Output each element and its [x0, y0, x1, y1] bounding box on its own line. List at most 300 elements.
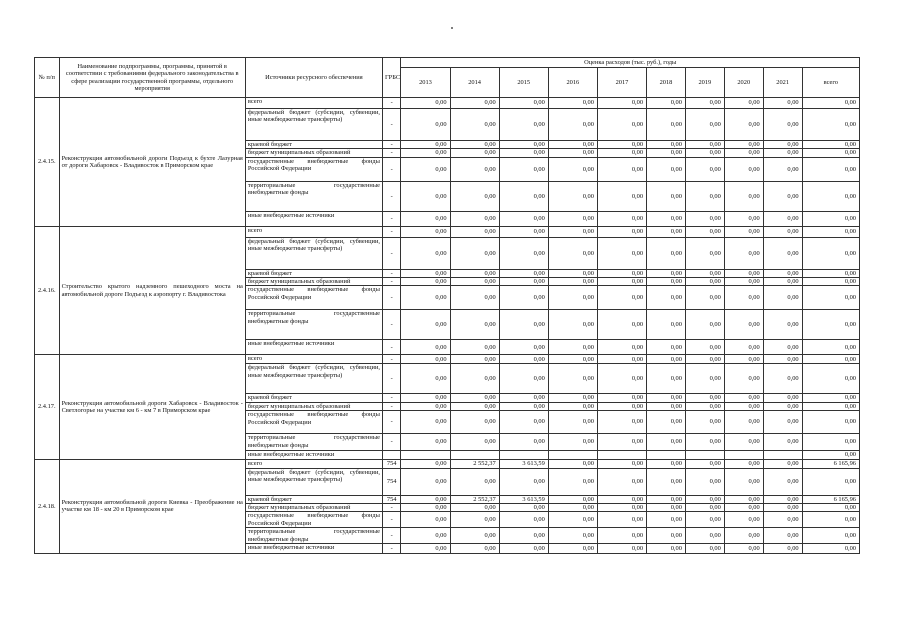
amount-cell: 0,00 — [802, 149, 859, 157]
amount-cell: 0,00 — [763, 98, 802, 109]
amount-cell: 0,00 — [401, 402, 450, 410]
funding-source: государственные внебюджетные фонды Российской Федерации — [245, 512, 382, 528]
amount-cell: 0,00 — [401, 355, 450, 364]
amount-cell: 0,00 — [685, 411, 724, 434]
amount-cell: 0,00 — [597, 278, 646, 286]
amount-cell: 0,00 — [499, 278, 548, 286]
amount-cell: 0,00 — [499, 402, 548, 410]
amount-cell — [450, 451, 499, 459]
funding-source: краевой бюджет — [245, 495, 382, 503]
grbs-code: - — [382, 340, 400, 355]
funding-source: бюджет муниципальных образований — [245, 503, 382, 511]
amount-cell: 0,00 — [724, 544, 763, 554]
amount-cell: 0,00 — [548, 340, 597, 355]
funding-source: территориальные государственные внебюджетные фонды — [245, 528, 382, 544]
grbs-code: - — [382, 211, 400, 226]
amount-cell: 0,00 — [548, 226, 597, 237]
grbs-code: - — [382, 394, 400, 402]
amount-cell: 0,00 — [597, 411, 646, 434]
amount-cell: 0,00 — [647, 181, 686, 211]
header-year-9: всего — [802, 68, 859, 98]
amount-cell: 0,00 — [450, 528, 499, 544]
amount-cell: 0,00 — [724, 434, 763, 451]
amount-cell: 6 165,96 — [802, 495, 859, 503]
header-year-0: 2013 — [401, 68, 450, 98]
amount-cell: 0,00 — [401, 269, 450, 277]
amount-cell: 0,00 — [401, 237, 450, 269]
amount-cell: 0,00 — [647, 468, 686, 495]
header-year-7: 2020 — [724, 68, 763, 98]
amount-cell: 0,00 — [763, 528, 802, 544]
amount-cell: 0,00 — [548, 157, 597, 181]
amount-cell: 0,00 — [763, 181, 802, 211]
amount-cell: 0,00 — [401, 459, 450, 468]
amount-cell: 0,00 — [802, 226, 859, 237]
amount-cell: 0,00 — [685, 512, 724, 528]
amount-cell: 0,00 — [763, 495, 802, 503]
amount-cell: 0,00 — [450, 503, 499, 511]
grbs-code: - — [382, 269, 400, 277]
amount-cell: 0,00 — [802, 355, 859, 364]
amount-cell: 0,00 — [597, 149, 646, 157]
amount-cell: 0,00 — [685, 459, 724, 468]
amount-cell: 0,00 — [685, 340, 724, 355]
amount-cell: 0,00 — [597, 226, 646, 237]
header-estimate: Оценка расходов (тыс. руб.), годы — [401, 58, 860, 68]
funding-source: государственные внебюджетные фонды Российской Федерации — [245, 286, 382, 310]
amount-cell: 0,00 — [548, 278, 597, 286]
amount-cell: 0,00 — [802, 411, 859, 434]
amount-cell: 0,00 — [802, 451, 859, 459]
amount-cell: 0,00 — [802, 237, 859, 269]
amount-cell: 0,00 — [450, 355, 499, 364]
amount-cell: 0,00 — [450, 237, 499, 269]
amount-cell: 0,00 — [450, 364, 499, 394]
amount-cell: 0,00 — [450, 286, 499, 310]
amount-cell: 0,00 — [499, 394, 548, 402]
activity-name: Строительство крытого надземного пешеходного моста на автомобильной дороге Подъезд к аэропорту г. Владивостока — [59, 226, 245, 355]
amount-cell: 0,00 — [763, 355, 802, 364]
amount-cell: 0,00 — [802, 434, 859, 451]
amount-cell: 0,00 — [597, 310, 646, 340]
funding-source: иные внебюджетные источники — [245, 451, 382, 459]
amount-cell: 0,00 — [401, 226, 450, 237]
amount-cell: 0,00 — [548, 495, 597, 503]
amount-cell — [548, 451, 597, 459]
amount-cell: 0,00 — [685, 286, 724, 310]
funding-source: краевой бюджет — [245, 394, 382, 402]
amount-cell: 0,00 — [401, 141, 450, 149]
amount-cell: 0,00 — [597, 340, 646, 355]
grbs-code: - — [382, 402, 400, 410]
amount-cell: 0,00 — [401, 411, 450, 434]
amount-cell: 0,00 — [499, 503, 548, 511]
amount-cell: 0,00 — [763, 237, 802, 269]
table-row — [35, 226, 860, 237]
table-row — [35, 98, 860, 109]
amount-cell: 0,00 — [597, 495, 646, 503]
amount-cell: 0,00 — [685, 149, 724, 157]
grbs-code: - — [382, 364, 400, 394]
grbs-code: - — [382, 157, 400, 181]
amount-cell: 0,00 — [685, 364, 724, 394]
funding-source: государственные внебюджетные фонды Российской Федерации — [245, 157, 382, 181]
amount-cell: 0,00 — [724, 237, 763, 269]
amount-cell — [724, 451, 763, 459]
amount-cell: 0,00 — [499, 340, 548, 355]
amount-cell: 0,00 — [548, 394, 597, 402]
amount-cell: 0,00 — [450, 544, 499, 554]
amount-cell: 0,00 — [647, 364, 686, 394]
amount-cell: 0,00 — [763, 157, 802, 181]
amount-cell: 0,00 — [597, 528, 646, 544]
amount-cell: 0,00 — [401, 278, 450, 286]
amount-cell: 0,00 — [763, 411, 802, 434]
amount-cell: 0,00 — [548, 269, 597, 277]
amount-cell: 0,00 — [597, 402, 646, 410]
amount-cell: 0,00 — [548, 402, 597, 410]
amount-cell: 0,00 — [724, 141, 763, 149]
amount-cell: 0,00 — [647, 495, 686, 503]
header-grbs: ГРБС — [382, 58, 400, 98]
amount-cell: 0,00 — [724, 109, 763, 141]
amount-cell: 0,00 — [763, 141, 802, 149]
amount-cell: 0,00 — [763, 278, 802, 286]
amount-cell: 0,00 — [548, 355, 597, 364]
amount-cell: 0,00 — [647, 278, 686, 286]
amount-cell: 0,00 — [401, 211, 450, 226]
amount-cell: 0,00 — [647, 512, 686, 528]
funding-source: краевой бюджет — [245, 141, 382, 149]
header-year-3: 2016 — [548, 68, 597, 98]
amount-cell: 0,00 — [802, 394, 859, 402]
amount-cell: 0,00 — [597, 269, 646, 277]
funding-source: всего — [245, 98, 382, 109]
amount-cell: 0,00 — [763, 512, 802, 528]
amount-cell: 0,00 — [724, 394, 763, 402]
amount-cell: 0,00 — [597, 141, 646, 149]
amount-cell: 0,00 — [548, 109, 597, 141]
amount-cell: 0,00 — [548, 149, 597, 157]
amount-cell: 0,00 — [724, 528, 763, 544]
amount-cell: 0,00 — [499, 149, 548, 157]
activity-index: 2.4.15. — [35, 98, 60, 227]
funding-source: всего — [245, 226, 382, 237]
amount-cell: 0,00 — [548, 503, 597, 511]
amount-cell: 0,00 — [724, 278, 763, 286]
amount-cell: 0,00 — [401, 512, 450, 528]
amount-cell: 0,00 — [647, 310, 686, 340]
amount-cell: 0,00 — [597, 98, 646, 109]
amount-cell: 0,00 — [499, 544, 548, 554]
amount-cell: 0,00 — [647, 402, 686, 410]
amount-cell: 0,00 — [401, 149, 450, 157]
amount-cell: 0,00 — [401, 286, 450, 310]
amount-cell: 0,00 — [450, 211, 499, 226]
amount-cell: 0,00 — [499, 141, 548, 149]
amount-cell: 0,00 — [499, 310, 548, 340]
amount-cell: 2 552,37 — [450, 495, 499, 503]
amount-cell: 0,00 — [724, 157, 763, 181]
amount-cell: 0,00 — [597, 459, 646, 468]
amount-cell: 0,00 — [647, 157, 686, 181]
amount-cell: 0,00 — [685, 402, 724, 410]
amount-cell: 0,00 — [802, 286, 859, 310]
funding-source: федеральный бюджет (субсидии, субвенции, иные межбюджетные трансферты) — [245, 364, 382, 394]
amount-cell — [597, 451, 646, 459]
grbs-code: - — [382, 109, 400, 141]
amount-cell: 0,00 — [401, 544, 450, 554]
amount-cell: 0,00 — [401, 98, 450, 109]
funding-source: бюджет муниципальных образований — [245, 278, 382, 286]
funding-source: федеральный бюджет (субсидии, субвенции, иные межбюджетные трансферты) — [245, 468, 382, 495]
amount-cell: 2 552,37 — [450, 459, 499, 468]
amount-cell: 0,00 — [802, 364, 859, 394]
activity-name: Реконструкция автомобильной дороги Киевка - Преображение на участке км 18 - км 20 в Приморском крае — [59, 459, 245, 554]
amount-cell: 0,00 — [450, 434, 499, 451]
amount-cell: 0,00 — [647, 459, 686, 468]
amount-cell: 6 165,96 — [802, 459, 859, 468]
grbs-code: - — [382, 226, 400, 237]
amount-cell: 0,00 — [401, 468, 450, 495]
amount-cell: 0,00 — [685, 503, 724, 511]
amount-cell: 0,00 — [401, 310, 450, 340]
amount-cell: 0,00 — [401, 109, 450, 141]
amount-cell: 0,00 — [685, 141, 724, 149]
funding-source: государственные внебюджетные фонды Российской Федерации — [245, 411, 382, 434]
amount-cell: 0,00 — [450, 402, 499, 410]
amount-cell: 0,00 — [647, 355, 686, 364]
table-header — [35, 58, 860, 98]
amount-cell: 0,00 — [548, 411, 597, 434]
amount-cell: 0,00 — [548, 528, 597, 544]
amount-cell: 0,00 — [647, 98, 686, 109]
amount-cell: 0,00 — [685, 434, 724, 451]
grbs-code: - — [382, 310, 400, 340]
amount-cell: 0,00 — [548, 434, 597, 451]
amount-cell: 0,00 — [763, 434, 802, 451]
grbs-code: - — [382, 503, 400, 511]
amount-cell: 0,00 — [450, 157, 499, 181]
funding-source: краевой бюджет — [245, 269, 382, 277]
amount-cell: 0,00 — [724, 286, 763, 310]
amount-cell: 0,00 — [763, 468, 802, 495]
amount-cell: 0,00 — [499, 109, 548, 141]
amount-cell: 0,00 — [450, 512, 499, 528]
header-source: Источники ресурсного обеспечения — [245, 58, 382, 98]
amount-cell: 0,00 — [548, 544, 597, 554]
funding-source: иные внебюджетные источники — [245, 544, 382, 554]
amount-cell: 0,00 — [597, 512, 646, 528]
amount-cell: 0,00 — [685, 278, 724, 286]
amount-cell: 0,00 — [450, 411, 499, 434]
grbs-code: 754 — [382, 459, 400, 468]
amount-cell: 0,00 — [647, 340, 686, 355]
amount-cell: 0,00 — [401, 528, 450, 544]
amount-cell: 0,00 — [499, 468, 548, 495]
amount-cell: 0,00 — [685, 226, 724, 237]
amount-cell: 0,00 — [647, 109, 686, 141]
amount-cell: 0,00 — [724, 269, 763, 277]
amount-cell: 0,00 — [763, 286, 802, 310]
amount-cell: 0,00 — [401, 157, 450, 181]
activity-index: 2.4.18. — [35, 459, 60, 554]
amount-cell: 0,00 — [724, 402, 763, 410]
amount-cell: 0,00 — [647, 226, 686, 237]
funding-source: территориальные государственные внебюджетные фонды — [245, 434, 382, 451]
amount-cell: 0,00 — [597, 394, 646, 402]
amount-cell: 0,00 — [724, 512, 763, 528]
header-year-2: 2015 — [499, 68, 548, 98]
amount-cell: 0,00 — [401, 503, 450, 511]
amount-cell: 0,00 — [548, 237, 597, 269]
amount-cell: 0,00 — [499, 411, 548, 434]
amount-cell: 0,00 — [724, 211, 763, 226]
amount-cell: 0,00 — [647, 394, 686, 402]
amount-cell: 0,00 — [597, 157, 646, 181]
amount-cell: 0,00 — [548, 310, 597, 340]
amount-cell: 0,00 — [763, 394, 802, 402]
amount-cell: 0,00 — [597, 355, 646, 364]
amount-cell: 0,00 — [450, 181, 499, 211]
amount-cell: 0,00 — [763, 269, 802, 277]
grbs-code: 754 — [382, 495, 400, 503]
amount-cell: 0,00 — [802, 544, 859, 554]
funding-source: территориальные государственные внебюджетные фонды — [245, 181, 382, 211]
amount-cell: 0,00 — [499, 512, 548, 528]
amount-cell: 0,00 — [647, 503, 686, 511]
amount-cell: 0,00 — [548, 468, 597, 495]
amount-cell: 0,00 — [647, 211, 686, 226]
amount-cell: 0,00 — [763, 544, 802, 554]
amount-cell: 0,00 — [802, 181, 859, 211]
amount-cell: 0,00 — [647, 286, 686, 310]
amount-cell: 0,00 — [763, 503, 802, 511]
amount-cell: 0,00 — [597, 544, 646, 554]
amount-cell: 0,00 — [763, 226, 802, 237]
amount-cell: 0,00 — [802, 98, 859, 109]
amount-cell — [401, 451, 450, 459]
table-row — [35, 355, 860, 364]
amount-cell: 0,00 — [685, 181, 724, 211]
grbs-code: - — [382, 98, 400, 109]
amount-cell: 0,00 — [597, 503, 646, 511]
amount-cell: 0,00 — [802, 340, 859, 355]
amount-cell: 0,00 — [685, 528, 724, 544]
activity-index: 2.4.17. — [35, 355, 60, 459]
amount-cell: 0,00 — [724, 340, 763, 355]
grbs-code — [382, 451, 400, 459]
table-body — [35, 98, 860, 554]
grbs-code: - — [382, 278, 400, 286]
amount-cell: 0,00 — [548, 512, 597, 528]
amount-cell: 0,00 — [763, 149, 802, 157]
grbs-code: - — [382, 286, 400, 310]
amount-cell: 0,00 — [685, 211, 724, 226]
amount-cell: 0,00 — [724, 98, 763, 109]
amount-cell: 0,00 — [802, 402, 859, 410]
amount-cell: 0,00 — [763, 459, 802, 468]
amount-cell: 0,00 — [724, 503, 763, 511]
amount-cell: 0,00 — [647, 528, 686, 544]
header-year-6: 2019 — [685, 68, 724, 98]
amount-cell: 0,00 — [724, 411, 763, 434]
amount-cell: 0,00 — [802, 157, 859, 181]
amount-cell: 0,00 — [685, 98, 724, 109]
amount-cell: 0,00 — [450, 394, 499, 402]
amount-cell: 0,00 — [548, 181, 597, 211]
amount-cell — [685, 451, 724, 459]
amount-cell: 0,00 — [802, 109, 859, 141]
amount-cell: 0,00 — [499, 98, 548, 109]
grbs-code: - — [382, 512, 400, 528]
amount-cell: 0,00 — [724, 149, 763, 157]
amount-cell: 0,00 — [685, 109, 724, 141]
amount-cell: 0,00 — [499, 364, 548, 394]
amount-cell: 0,00 — [597, 468, 646, 495]
amount-cell: 0,00 — [724, 181, 763, 211]
amount-cell — [499, 451, 548, 459]
amount-cell: 0,00 — [763, 310, 802, 340]
amount-cell: 0,00 — [724, 364, 763, 394]
amount-cell: 0,00 — [724, 468, 763, 495]
funding-source: территориальные государственные внебюджетные фонды — [245, 310, 382, 340]
amount-cell: 0,00 — [548, 286, 597, 310]
amount-cell: 0,00 — [499, 355, 548, 364]
amount-cell: 0,00 — [499, 237, 548, 269]
amount-cell: 0,00 — [450, 98, 499, 109]
amount-cell: 0,00 — [685, 269, 724, 277]
grbs-code: - — [382, 181, 400, 211]
header-year-1: 2014 — [450, 68, 499, 98]
amount-cell: 0,00 — [597, 109, 646, 141]
amount-cell: 0,00 — [450, 468, 499, 495]
funding-source: всего — [245, 355, 382, 364]
amount-cell: 0,00 — [450, 149, 499, 157]
amount-cell: 0,00 — [685, 468, 724, 495]
header-year-4: 2017 — [597, 68, 646, 98]
amount-cell: 0,00 — [548, 364, 597, 394]
amount-cell: 0,00 — [597, 286, 646, 310]
amount-cell: 0,00 — [802, 310, 859, 340]
amount-cell: 0,00 — [763, 402, 802, 410]
grbs-code: - — [382, 237, 400, 269]
amount-cell: 0,00 — [450, 310, 499, 340]
amount-cell: 0,00 — [499, 211, 548, 226]
amount-cell: 0,00 — [450, 278, 499, 286]
amount-cell: 0,00 — [597, 181, 646, 211]
amount-cell — [763, 451, 802, 459]
amount-cell: 0,00 — [499, 528, 548, 544]
amount-cell: 0,00 — [401, 181, 450, 211]
amount-cell: 0,00 — [647, 149, 686, 157]
grbs-code: - — [382, 544, 400, 554]
amount-cell: 0,00 — [548, 211, 597, 226]
amount-cell: 0,00 — [802, 211, 859, 226]
table-row — [35, 459, 860, 468]
amount-cell: 0,00 — [597, 364, 646, 394]
amount-cell: 0,00 — [401, 495, 450, 503]
amount-cell: 0,00 — [802, 278, 859, 286]
header-name: Наименование подпрограммы, программы, принятой в соответствии с требованиями федерального законодательства в сфере реализации государственной программы, отдельного мероприятия — [59, 58, 245, 98]
funding-source: всего — [245, 459, 382, 468]
amount-cell: 0,00 — [802, 468, 859, 495]
grbs-code: - — [382, 141, 400, 149]
amount-cell: 0,00 — [548, 98, 597, 109]
amount-cell: 3 613,59 — [499, 495, 548, 503]
funding-source: бюджет муниципальных образований — [245, 402, 382, 410]
funding-source: иные внебюджетные источники — [245, 340, 382, 355]
